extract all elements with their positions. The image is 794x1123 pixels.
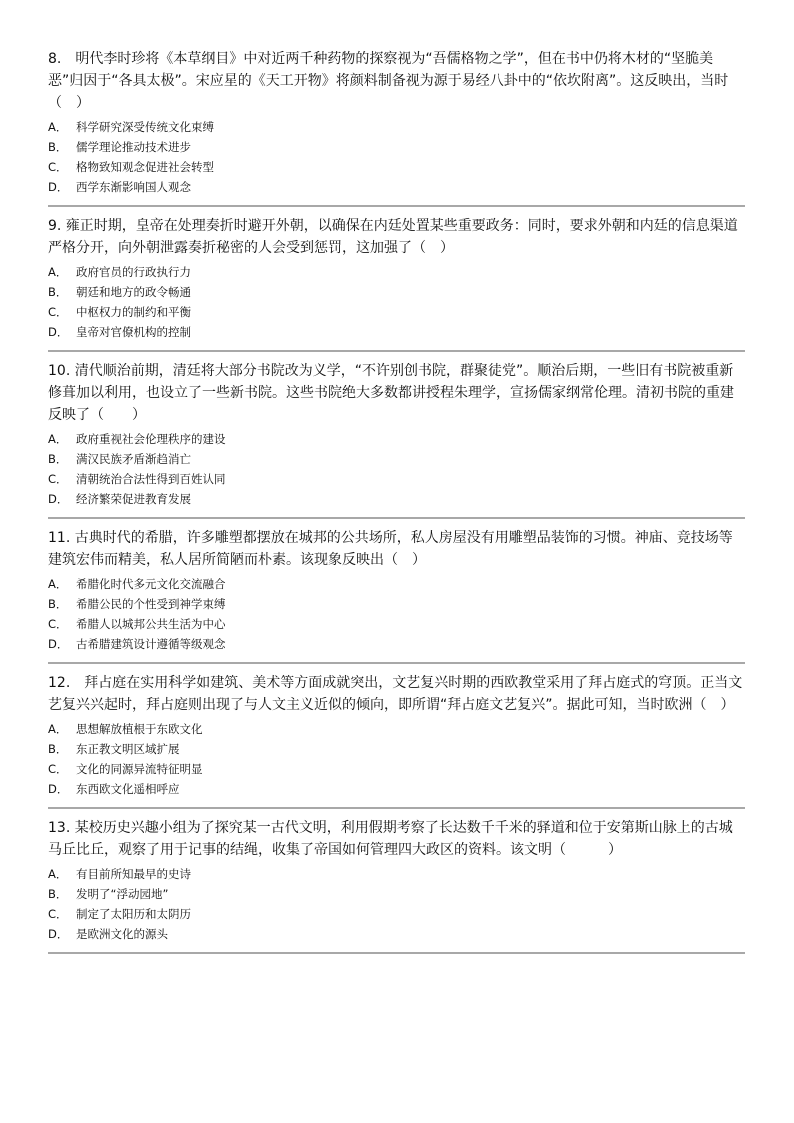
question-11 (48, 527, 745, 664)
option-d[interactable] (48, 322, 745, 342)
option-text: 经济繁荣促进教育发展 (76, 492, 191, 506)
option-list (48, 574, 745, 654)
option-letter: D． (48, 180, 69, 194)
option-letter: A． (48, 432, 68, 446)
option-list (48, 429, 745, 509)
option-a[interactable] (48, 719, 745, 739)
option-text: 思想解放植根于东欧文化 (76, 722, 203, 736)
option-c[interactable] (48, 302, 745, 322)
option-d[interactable] (48, 177, 745, 197)
option-text: 文化的同源异流特征明显 (76, 762, 203, 776)
option-text: 有目前所知最早的史诗 (76, 867, 191, 881)
option-letter: D． (48, 927, 69, 941)
option-text: 东西欧文化遥相呼应 (76, 782, 180, 796)
option-letter: D． (48, 637, 69, 651)
question-stem: 11. 古典时代的希腊，许多雕塑都摆放在城邦的公共场所，私人房屋没有用雕塑品装饰的习惯。神庙、竞技场等建筑宏伟而精美，私人居所简陋而朴素。该现象反映出（ ） (48, 530, 733, 568)
option-text: 希腊人以城邦公共生活为中心 (76, 617, 226, 631)
option-text: 古希腊建筑设计遵循等级观念 (76, 637, 226, 651)
option-letter: C． (48, 305, 68, 319)
option-text: 政府重视社会伦理秩序的建设 (76, 432, 226, 446)
option-letter: B． (48, 452, 68, 466)
option-list (48, 117, 745, 197)
option-c[interactable] (48, 469, 745, 489)
option-text: 发明了“浮动园地” (76, 887, 169, 901)
option-text: 皇帝对官僚机构的控制 (76, 325, 191, 339)
option-d[interactable] (48, 924, 745, 944)
option-c[interactable] (48, 157, 745, 177)
option-text: 政府官员的行政执行力 (76, 265, 191, 279)
option-letter: B． (48, 597, 68, 611)
option-letter: C． (48, 160, 68, 174)
option-letter: A． (48, 867, 68, 881)
question-stem: 12. 拜占庭在实用科学如建筑、美术等方面成就突出，文艺复兴时期的西欧教堂采用了拜占庭式的穹顶。正当文艺复兴兴起时，拜占庭则出现了与人文主义近似的倾向，即所谓“拜占庭文艺复兴”。据此可知，当时欧洲（ ） (48, 675, 743, 713)
option-a[interactable] (48, 864, 745, 884)
option-letter: D． (48, 782, 69, 796)
option-c[interactable] (48, 759, 745, 779)
option-a[interactable] (48, 429, 745, 449)
option-letter: B． (48, 742, 68, 756)
question-sheet (48, 48, 745, 962)
option-d[interactable] (48, 489, 745, 509)
option-text: 儒学理论推动技术进步 (76, 140, 191, 154)
option-text: 科学研究深受传统文化束缚 (76, 120, 214, 134)
option-b[interactable] (48, 884, 745, 904)
option-d[interactable] (48, 634, 745, 654)
option-text: 满汉民族矛盾渐趋消亡 (76, 452, 191, 466)
option-text: 是欧洲文化的源头 (76, 927, 168, 941)
option-a[interactable] (48, 117, 745, 137)
option-letter: A． (48, 722, 68, 736)
option-b[interactable] (48, 282, 745, 302)
option-b[interactable] (48, 137, 745, 157)
option-letter: A． (48, 120, 68, 134)
option-text: 希腊公民的个性受到神学束缚 (76, 597, 226, 611)
option-text: 中枢权力的制约和平衡 (76, 305, 191, 319)
option-text: 朝廷和地方的政令畅通 (76, 285, 191, 299)
option-text: 清朝统治合法性得到百姓认同 (76, 472, 226, 486)
option-text: 制定了太阳历和太阴历 (76, 907, 191, 921)
question-stem: 13. 某校历史兴趣小组为了探究某一古代文明，利用假期考察了长达数千千米的驿道和位于安第斯山脉上的古城马丘比丘，观察了用于记事的结绳，收集了帝国如何管理四大政区的资料。该文明（ ） (48, 820, 733, 858)
option-a[interactable] (48, 574, 745, 594)
option-text: 希腊化时代多元文化交流融合 (76, 577, 226, 591)
question-8 (48, 48, 745, 207)
option-list (48, 864, 745, 944)
option-letter: A． (48, 265, 68, 279)
option-letter: A． (48, 577, 68, 591)
option-text: 西学东渐影响国人观念 (76, 180, 191, 194)
option-letter: D． (48, 325, 69, 339)
option-letter: B． (48, 140, 68, 154)
option-c[interactable] (48, 614, 745, 634)
option-b[interactable] (48, 739, 745, 759)
option-letter: C． (48, 762, 68, 776)
question-stem: 10. 清代顺治前期，清廷将大部分书院改为义学，“不许别创书院，群聚徒党”。顺治后期，一些旧有书院被重新修葺加以利用，也设立了一些新书院。这些书院绝大多数都讲授程朱理学，宣扬儒家纲常伦理。清初书院的重建反映了（ ） (48, 363, 734, 423)
option-text: 格物致知观念促进社会转型 (76, 160, 214, 174)
option-text: 东正教文明区域扩展 (76, 742, 180, 756)
question-12 (48, 672, 745, 809)
option-letter: C． (48, 617, 68, 631)
question-10 (48, 360, 745, 519)
option-letter: D． (48, 492, 69, 506)
question-stem: 8. 明代李时珍将《本草纲目》中对近两千种药物的探察视为“吾儒格物之学”，但在书中仍将木材的“坚脆美恶”归因于“各具太极”。宋应星的《天工开物》将颜料制备视为源于易经八卦中的“依坎附离”。这反映出，当时（ ） (48, 51, 729, 111)
option-letter: C． (48, 907, 68, 921)
option-d[interactable] (48, 779, 745, 799)
option-b[interactable] (48, 449, 745, 469)
option-a[interactable] (48, 262, 745, 282)
question-stem: 9. 雍正时期，皇帝在处理奏折时避开外朝，以确保在内廷处置某些重要政务：同时，要求外朝和内廷的信息渠道严格分开，向外朝泄露奏折秘密的人会受到惩罚，这加强了（ ） (48, 218, 738, 256)
option-list (48, 262, 745, 342)
option-letter: B． (48, 887, 68, 901)
option-c[interactable] (48, 904, 745, 924)
question-13 (48, 817, 745, 954)
option-list (48, 719, 745, 799)
question-9 (48, 215, 745, 352)
option-b[interactable] (48, 594, 745, 614)
option-letter: C． (48, 472, 68, 486)
option-letter: B． (48, 285, 68, 299)
